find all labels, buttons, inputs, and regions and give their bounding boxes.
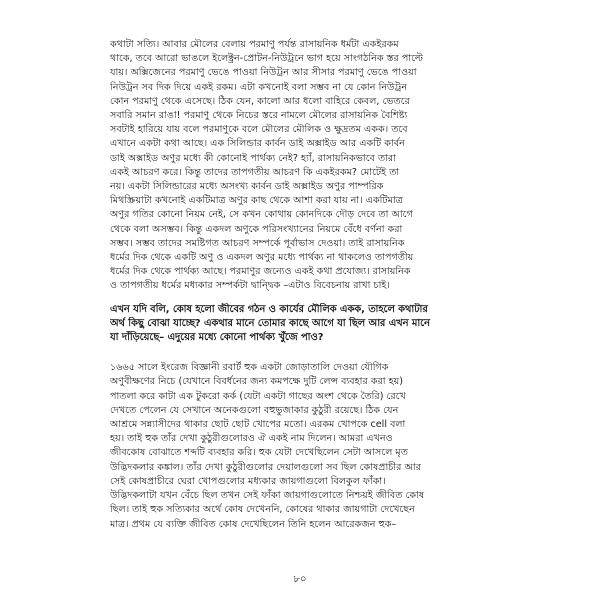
page-number: ৮০ <box>293 574 307 585</box>
text-line: ডাই অক্সাইড অণুর মধ্যে কী কোনোই পার্থক্য নেই? হ্যাঁ, রাসায়নিকভাবে তারা <box>110 152 396 164</box>
paragraph-molecule-thermodynamics <box>110 38 490 294</box>
text-line: ধর্মের দিক থেকে একটি অণু ও একদল অণুর মধ্যে পার্থক্য না থাকলেও তাপগতীয় <box>110 252 414 264</box>
text-line: কোন পরমাণু থেকে এসেছে। ঠিক যেন, কালো আর ধলো বাহিরে কেবল, ভেতরে <box>110 95 410 107</box>
text-line: উদ্ভিদকলাটা যখন বেঁচে ছিল তখন সেই ফাঁকা জায়গাগুলোতে নিশ্চয়ই জীবিত কোষ <box>110 490 425 502</box>
text-line: সেই কোষপ্রাচীরে ঘেরা খোপগুলোর মধ্যকার জায়গাগুলো বিলকুল ফাঁকা। <box>110 475 386 487</box>
text-line: অণুবীক্ষণের নিচে (যেখানে বিবর্ধনের জন্য কমপক্ষে দুটি লেন্স ব্যবহার করা হয়) <box>110 376 404 388</box>
text-line: হয়। তাই হুক তাঁর দেখা কুঠুরীগুলোরও ঐ একই নাম দিলেন। আমরা এখনও <box>110 433 393 445</box>
text-line: থাকে, তবে আরো ভাঙলে ইলেক্ট্রন-প্রোটন-নিউট্রনে ভাগ হয়ে সাংগঠনিক স্তর পাল্টে <box>110 53 423 65</box>
text-line: মাত্র। প্রথম যে ব্যক্তি জীবিত কোষ দেখেছিলেন তিনি হলেন আরেকজন হুক– <box>110 518 397 530</box>
text-line: নয়। একটা সিলিন্ডারের মধ্যে অসংখ্য কার্বন ডাই অক্সাইড অণুর পাম্পরিক <box>110 181 384 193</box>
text-line: ধর্মের দিক থেকে পার্থক্য আছে। পরমাণুর জন্যেও একই কথা প্রযোজ্য। রাসায়নিক <box>110 266 411 278</box>
text-line: পাতলা করে কাটা এক টুকরো কর্ক (যেটা একটা গাছের অংশ থেকে তৈরি) রেখে <box>110 390 406 402</box>
text-line: ১৬৬৫ সালে ইংরেজ বিজ্ঞানী রবার্ট হুক একটা জোড়াতালি দেওয়া যৌগিক <box>110 362 389 374</box>
text-line: যায়। অক্সিজেনের পরমাণু ভেঙে পাওয়া নিউট্রন আর সীসার পরমাণু ভেঙে পাওয়া <box>110 67 417 79</box>
text-line: থেকে বলা অসম্ভব। কিন্তু একদল অণুকে পরিসংখ্যানের নিয়মে বেঁধে বর্ণনা করা <box>110 223 403 235</box>
text-line: জীবকোষ বোঝাতে শব্দটি ব্যবহার করি। হুক যেটা দেখেছিলেন সেটা আসলে মৃত <box>110 447 408 459</box>
text-line: কথাটা সত্যি। আবার মৌলের বেলায় পরমাণু পর্যন্ত রাসায়নিক ধর্মটা একইরকম <box>110 39 399 50</box>
text-line: উদ্ভিদকলার কঙ্কাল। তাঁর দেখা কুঠুরীগুলোর দেয়ালগুলো সব ছিল কোষপ্রাচীর আর <box>110 461 421 473</box>
text-line: নিউট্রন সব দিক দিয়ে একই রকম। এটা কখনোই বলা সম্ভব না যে কোন নিউট্রন <box>110 81 408 93</box>
text-line: ও তাপগতীয় ধর্মের মধ্যকার সম্পর্কটা দ্বান্দ্বিক –এটাও বিবেচনায় রাখা চাই। <box>110 280 390 292</box>
text-line: এখানে একটা কথা আছে। এক সিলিন্ডার কার্বন ডাই অক্সাইড আর একটি কার্বন <box>110 138 405 150</box>
text-line: অর্থ কিছু বোঝা যাচ্ছে? একথার মানে তোমার কাছে আগে যা ছিল আর এখন মানে <box>110 317 430 329</box>
text-line: সবটাই হারিয়ে যায় বলে পরমাণুকে বলে মৌলের মৌলিক ও ক্ষুদ্রতম একক। তবে <box>110 124 408 136</box>
text-line: সম্ভব। সম্ভব তাদের সমষ্টিগত আচরণ সম্পর্কে পূর্বাভাস দেওয়া। তাই রাসায়নিক <box>110 237 405 249</box>
text-line: এখন যদি বলি, কোষ হলো জীবের গঠন ও কার্যের মৌলিক একক, তাহলে কথাটার <box>110 303 428 315</box>
text-line: ছিল। তাই হুক সত্যিকার অর্থে কোষ দেখেননি, কোষের থাকার জায়গাটা দেখেছেন <box>110 504 415 516</box>
text-line: আশ্রমে সন্ন্যাসীদের থাকার ছোট ছোট খোপের মতো। এরকম খোপকে cell বলা <box>110 419 406 431</box>
text-line: মিথস্ক্রিয়াটা কখনোই একটিমাত্র অণুর কাছ থেকে আশা করা যায় না। একটিমাত্র <box>110 195 403 207</box>
text-line: যা দাঁড়িয়েছে– এদুয়ের মধ্যে কোনো পার্থক্য খুঁজে পাও? <box>110 332 324 344</box>
text-line: অণুর গতির কোনো নিয়ম নেই, সে কখন কোথায় কোনদিকে দৌড় দেবে তা আগে <box>110 209 413 221</box>
text-line: সবারি সমান রাঙা! পরমাণু থেকে নিচের স্তরে নামলে মৌলের রাসায়নিক বৈশিষ্ট্য <box>110 110 408 122</box>
paragraph-robert-hooke-cell <box>110 361 490 531</box>
paragraph-bold-question <box>110 303 490 346</box>
text-line: একই আচরণ করে। কিন্তু তাদের তাপগতীয় আচরণ কি একইরকম? মোটেই তা <box>110 166 400 178</box>
text-line: দেখতে পেলেন যে সেখানে অনেকগুলো বহুভুজাকার কুঠুরী রয়েছে। ঠিক যেন <box>110 404 399 416</box>
